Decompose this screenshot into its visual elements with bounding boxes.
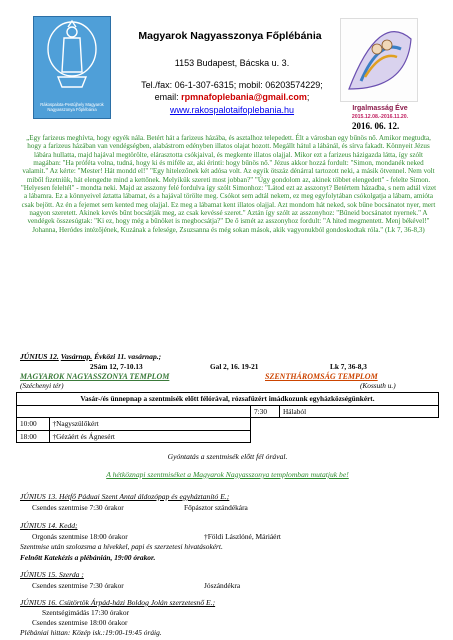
gospel-text: „Egy farizeus meghívta, hogy egyék nála. Betért hát a farizeus házába, és asztalhoz telepedett. Élt a városban egy bűnös nő. Amikor megtudta, hogy a farizeus házában van vendégségben, alabástrom edényben illatos olajat hozott. Megállt hátul a lábánál, és sírva fakadt. Könnyeit Jézus lábára hullatta, majd hajával megtörölte, elárasztotta csókjaival, és megkente illatos olajjal. Mikor ezt a farizeus házigazda látta, így szólt magában: "Ha próféta volna, tudná, hogy ki és miféle az, aki érinti: hogy bűnös nő." Jézus akkor hozzá fordult: "Simon, mondanék neked valamit." Az kérte: "Mester! Hát mondd el!" "Egy hitelezőnek két adósa volt. Az egyik ötszáz dénárral tartozott neki, a másik ötvennel. Nem volt miből fizetniük, hát elengedte mind a kettőnek. Melyikük szereti most jobban?" "Úgy gondolom az, akinek többet elengedett" - felelte Simon. "Helyesen feleltél" - mondta neki. Majd az asszony felé fordulva így szólt Simonhoz: "Látod ezt az asszonyt? Betértem házadba, s nem adtál vizet a lábamra. Ez a könnyeivel áztatta lábamat, és a hajával törölte meg. Csókot sem adtál nekem, ez meg egyfolytában csókolgatja a lábam, amióta csak bejött. Az én a fejemet sem kented meg olajjal. Ez meg a lábamat kent illatos olajjal. Azt mondom hát neked, sok bűne bocsánatot nyer, mert nagyon szeretett. Akinek kevés bűnt bocsátják meg, az csak kevéssé szeret." Aztán így szólt az asszonyhoz: "Bűneid bocsánatot nyernek." A vendégek összesúgtak: "Ki ez, hogy még a bűnöket is megbocsátja?" De ő ismét az asszonyhoz fordult: "A hited megmentett. Menj békével!" Johanna, Heródes intézőjének, Kuzának a felesége, Zsuzsanna és még sokan mások, akik vagyonukból gondoskodtak róla." (Lk 7, 36-8,3) xyxy=(20,134,437,234)
sunday-title: Évközi 11. vasárnap. xyxy=(94,352,159,361)
day-heading-monday: JÚNIUS 13. Hétfő Páduai Szent Antal áldozópap és egyháztanító E.; xyxy=(20,492,230,501)
mary-statue-icon xyxy=(34,17,110,95)
website-line xyxy=(117,105,347,115)
right-church-event: Hálaból xyxy=(280,405,439,418)
website-link[interactable]: www.rakospalotaifoplebania.hu xyxy=(169,105,295,115)
tuesday-note: Szentmise után szolozsma a hívekkel, papi és szerzetesi hivatásokért. xyxy=(20,542,223,551)
parish-title: Magyarok Nagyasszonya Főplébánia xyxy=(138,30,322,42)
weekday-intro: A hétköznapi szentmiséket a Magyarok Nagyasszonya templomban mutatjuk be! xyxy=(106,470,349,479)
sunday-day: JÚNIUS 12. xyxy=(20,352,59,361)
mass-time: 18:00 xyxy=(17,430,50,443)
day-heading-tuesday: JÚNIUS 14. Kedd; xyxy=(20,521,78,530)
mass-desc: Orgonás szentmise 18:00 órakor xyxy=(32,532,128,541)
phone: Tel./fax: 06-1-307-6315; mobil: 06203574229; xyxy=(141,80,323,90)
bulletin-date: 2016. 06. 12. xyxy=(352,121,400,131)
mass-table-header: Vasár-/és ünnepnap a szentmisék előtt félórával, rózsafüzért imádkozunk egyházközségünkért. xyxy=(17,393,439,406)
table-row xyxy=(17,430,439,443)
church-left-name: MAGYAROK NAGYASSZONYA TEMPLOM xyxy=(20,372,170,381)
logo-caption: Rákospalota-Pestújhely Magyarok Nagyasszonya Főplébánia xyxy=(40,102,104,112)
church-names xyxy=(20,372,435,390)
mass-time: 10:00 xyxy=(17,418,50,431)
year-of-mercy-range: 2015.12.08.-2016.11.20. xyxy=(351,114,409,120)
mass-table xyxy=(16,392,439,443)
mass-intention: †Nagyszülőkért xyxy=(49,418,251,431)
mass-desc: Csendes szentmise 7:30 órakor xyxy=(32,503,124,512)
email-link[interactable]: rpmnafoplebania@gmail.com xyxy=(181,92,307,102)
table-row xyxy=(17,393,439,406)
email-line xyxy=(117,92,347,102)
church-left-sub: (Széchenyi tér) xyxy=(20,381,64,390)
mass-intention: Jószándékra xyxy=(204,581,241,590)
church-right-sub: (Kossuth u.) xyxy=(360,381,396,390)
adoration-desc: Szentségimádás 17:30 órakor xyxy=(42,608,130,617)
email-tail: ; xyxy=(306,92,310,102)
mass-intention: †Gézáért és Ágnesért xyxy=(49,430,251,443)
reading-gospel: Lk 7, 36-8,3 xyxy=(330,362,367,371)
day-heading-wednesday: JÚNIUS 15. Szerda ; xyxy=(20,570,84,579)
table-row xyxy=(17,418,439,431)
mass-desc: Csendes szentmise 7:30 órakor xyxy=(32,581,124,590)
reading-first: 2Sám 12, 7-10.13 xyxy=(90,362,143,371)
parish-logo xyxy=(33,16,111,119)
mass-intention: †Földi Lászlóné, Máriáért xyxy=(204,532,281,541)
thursday-note: Plébániai hittan: Közép isk.:19:00-19:45 óráig. xyxy=(20,628,162,637)
tuesday-catechesis: Felnőtt Katekézis a plébánián, 19:00 órakor. xyxy=(20,553,156,562)
day-heading-thursday: JÚNIUS 16. Csütörtök Árpád-házi Boldog Jolán szerzetesnő E.; xyxy=(20,598,216,607)
sunday-name: Vasárnap. xyxy=(60,352,93,361)
jubilee-icon xyxy=(341,19,417,101)
sunday-heading xyxy=(20,352,161,361)
right-church-time: 7:30 xyxy=(251,405,280,418)
address: 1153 Budapest, Bácska u. 3. xyxy=(174,58,290,68)
mass-desc: Csendes szentmise 18:00 órakor xyxy=(32,618,128,627)
year-of-mercy-logo xyxy=(340,18,418,102)
email-label: email: xyxy=(154,92,179,102)
church-right-name: SZENTHÁROMSÁG TEMPLOM xyxy=(265,372,378,381)
year-of-mercy-title: Irgalmasság Éve xyxy=(352,105,408,112)
table-row xyxy=(17,405,439,418)
mass-intention: Főpásztor szándékára xyxy=(184,503,248,512)
sunday-tail: ; xyxy=(158,352,162,361)
confession-note: Gyóntatás a szentmisék előtt fél órával. xyxy=(167,452,288,461)
reading-second: Gal 2, 16. 19-21 xyxy=(210,362,259,371)
